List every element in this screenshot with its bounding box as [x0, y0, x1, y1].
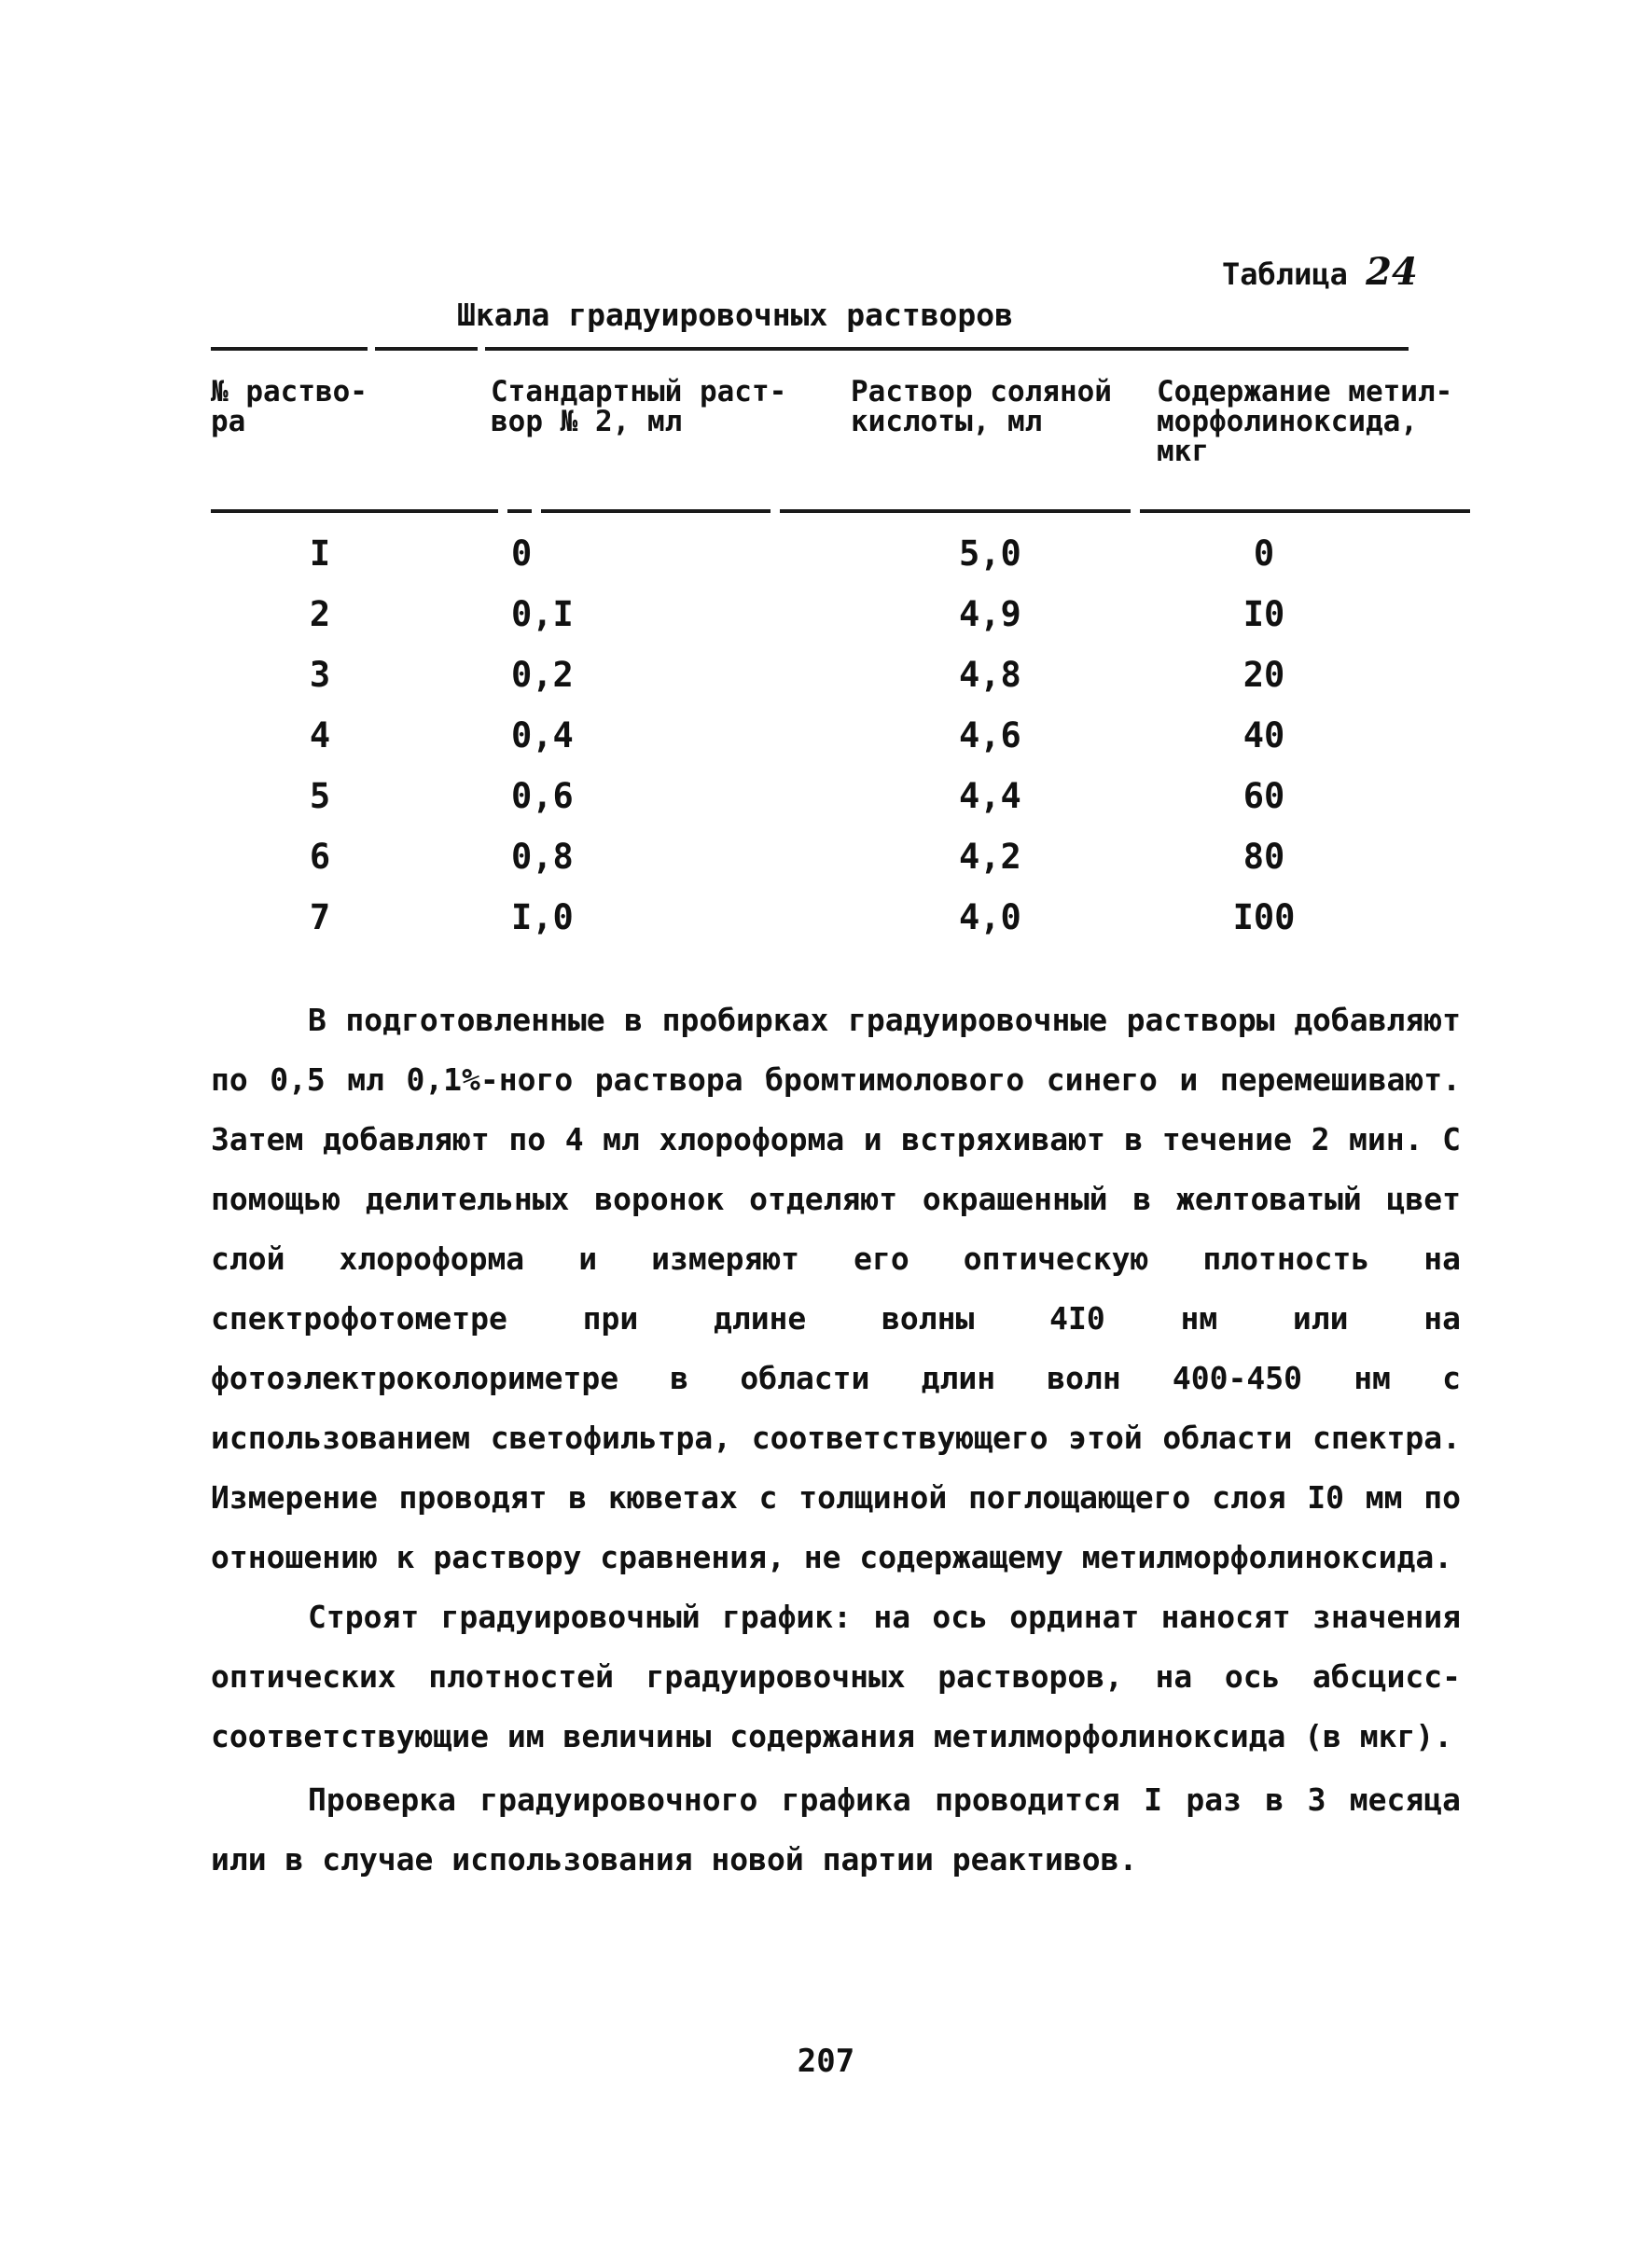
column-header-number: № раство- ра [211, 375, 368, 438]
column-header-hydrochloric-acid: Раствор соляной кислоты, мл [851, 375, 1112, 438]
paragraph-calibration-graph: Строят градуировочный график: на ось ординат наносят значения оптических плотностей градуировочных растворов, на ось абсцисс-соответствующие им величины содержания метилморфолиноксида (в мкг). [211, 1599, 1461, 1754]
cell-content: I00 [1232, 897, 1296, 937]
cell-number: 6 [309, 837, 331, 877]
cell-standard-solution: 0,2 [511, 655, 574, 695]
table-header-rule-segment [1140, 509, 1470, 513]
cell-standard-solution: 0 [511, 534, 533, 574]
cell-content: I0 [1242, 594, 1285, 634]
cell-content: 20 [1242, 655, 1285, 695]
cell-number: 5 [309, 776, 331, 816]
cell-standard-solution: 0,I [511, 594, 574, 634]
table-label-text: Таблица [1222, 256, 1348, 292]
cell-number: 7 [309, 897, 331, 937]
table-number: 24 [1366, 250, 1418, 294]
table-top-rule-segment [485, 347, 1409, 351]
column-header-content: Содержание метил- морфолиноксида, мкг [1157, 375, 1453, 468]
cell-hydrochloric-acid: 4,4 [959, 776, 1021, 816]
cell-content: 60 [1242, 776, 1285, 816]
cell-hydrochloric-acid: 4,0 [959, 897, 1021, 937]
page-number: 207 [797, 2043, 855, 2080]
cell-hydrochloric-acid: 4,8 [959, 655, 1021, 695]
cell-number: 2 [309, 594, 331, 634]
cell-hydrochloric-acid: 5,0 [959, 534, 1021, 574]
table-top-rule-segment [211, 347, 368, 351]
paragraph-graph-verification: Проверка градуировочного графика проводится I раз в 3 месяца или в случае использования новой партии реактивов. [211, 1781, 1461, 1878]
cell-number: 3 [309, 655, 331, 695]
cell-content: 0 [1253, 534, 1275, 574]
cell-standard-solution: I,0 [511, 897, 574, 937]
cell-standard-solution: 0,4 [511, 715, 574, 755]
cell-standard-solution: 0,6 [511, 776, 574, 816]
table-header-rule-segment [507, 509, 532, 513]
table-top-rule-segment [375, 347, 478, 351]
cell-content: 80 [1242, 837, 1285, 877]
cell-standard-solution: 0,8 [511, 837, 574, 877]
table-header-rule-segment [780, 509, 1131, 513]
cell-hydrochloric-acid: 4,6 [959, 715, 1021, 755]
cell-number: I [309, 534, 331, 574]
column-header-standard-solution: Стандартный раст- вор № 2, мл [491, 375, 787, 438]
table-label [1222, 250, 1418, 294]
cell-hydrochloric-acid: 4,2 [959, 837, 1021, 877]
table-title: Шкала градуировочных растворов [457, 297, 1014, 333]
paragraph-procedure: В подготовленные в пробирках градуировочные растворы добавляют по 0,5 мл 0,1%-ного раствора бромтимолового синего и перемешивают. Затем добавляют по 4 мл хлороформа и встряхивают в течение 2 мин. С помощью делительных воронок отделяют окрашенный в желтоватый цвет слой хлороформа и измеряют его оптическую плотность на спектрофотометре при длине волны 4I0 нм или на фотоэлектроколориметре в области длин волн 400-450 нм с использованием светофильтра, соответствующего этой области спектра. Измерение проводят в кюветах с толщиной поглощающего слоя I0 мм по отношению к раствору сравнения, не содержащему метилморфолиноксида. [211, 1002, 1461, 1575]
cell-content: 40 [1242, 715, 1285, 755]
table-header-rule-segment [541, 509, 770, 513]
cell-number: 4 [309, 715, 331, 755]
table-header-rule-segment [211, 509, 498, 513]
cell-hydrochloric-acid: 4,9 [959, 594, 1021, 634]
